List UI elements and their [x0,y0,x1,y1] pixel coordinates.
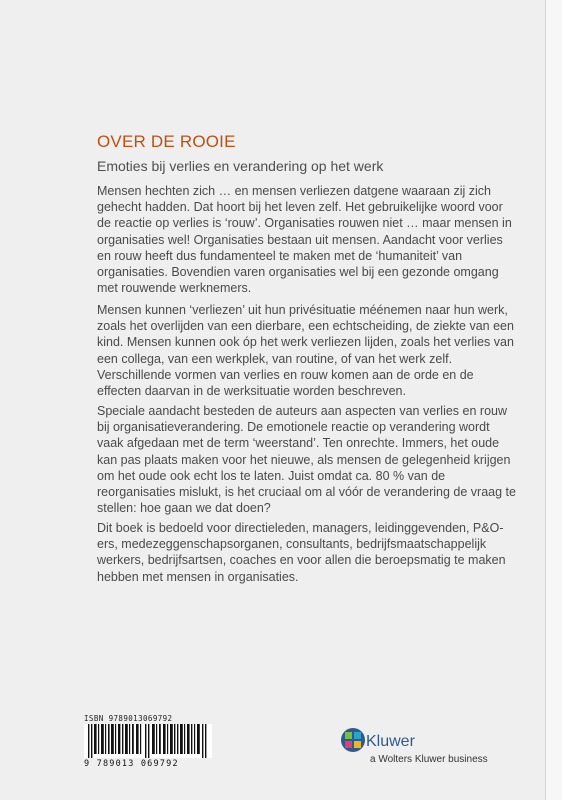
paragraph-2: Mensen kunnen ‘verliezen’ uit hun privésituatie méénemen naar hun werk, zoals het overlijden van een dierbare, een echtscheiding, de ziekte van een kind. Mensen kunnen ook óp het werk verliezen lijden, zoals het verlies van een collega, van een werkplek, van routine, of van het werk zelf. Verschillende vormen van verlies en rouw komen aan de orde en de effecten daarvan in de werksituatie worden beschreven. [97,303,514,399]
barcode-digits: 9 789013 069792 [84,759,179,769]
book-title: OVER DE ROOIE [97,132,236,151]
paragraph-3: Speciale aandacht besteden de auteurs aan aspecten van verlies en rouw bij organisatieverandering. De emotionele reactie op verandering wordt vaak afgedaan met de term ‘weerstand’. Ten onrechte. Immers, het oude kan pas plaats maken voor het nieuwe, als mensen de gelegenheid krijgen om het oude ook echt los te laten. Juist omdat ca. 80 % van de reorganisaties mislukt, is het cruciaal om al vóór de verandering de vraag te stellen: hoe gaan we dat doen? [97,404,516,516]
barcode-icon [84,724,212,758]
kluwer-logo-icon [340,727,366,753]
cover-content [97,132,517,584]
publisher-name: Kluwer [366,733,415,750]
publisher-tagline: a Wolters Kluwer business [370,754,488,765]
book-spine [545,0,562,800]
isbn-label: ISBN 9789013069792 [84,714,173,723]
book-subtitle: Emoties bij verlies en verandering op het werk [97,158,384,174]
paragraph-4: Dit boek is bedoeld voor directieleden, managers, leidinggevenden, P&O-ers, medezeggenschapsorganen, consultants, bedrijfsmaatschappelijk werkers, bedrijfsartsen, coaches en voor allen die beroepsmatig te maken hebben met mensen in organisaties. [97,521,506,584]
paragraph-1: Mensen hechten zich … en mensen verliezen datgene waaraan zij zich gehecht hadden. Dat hoort bij het leven zelf. Het gebruikelijke woord voor de reactie op verlies is ‘rouw’. Organisaties rouwen niet … maar mensen in organisaties wel! Organisaties bestaan uit mensen. Aandacht voor verlies en rouw heeft dus fundamenteel te maken met de ‘humaniteit’ van organisaties. Bovendien varen organisaties wel bij een gezonde omgang met rouwende werknemers. [97,184,512,296]
